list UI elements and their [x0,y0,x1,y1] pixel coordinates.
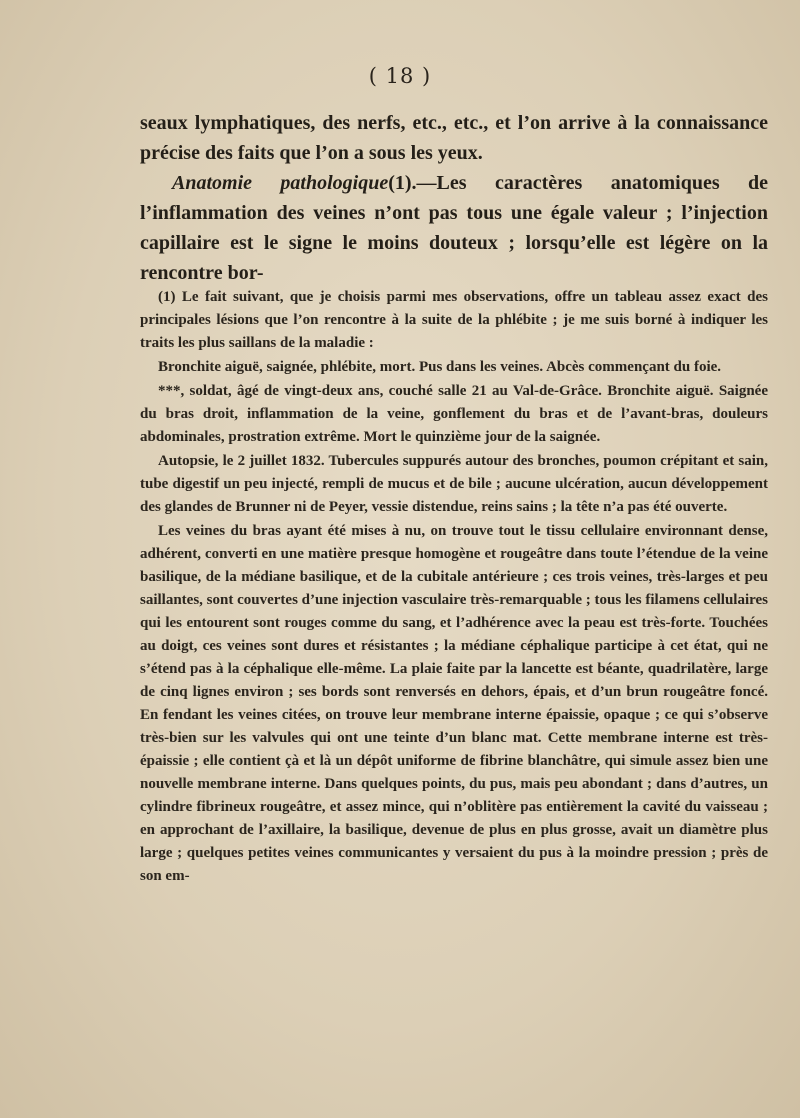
footnote-block [140,286,768,889]
case-history: ***, soldat, âgé de vingt-deux ans, couché salle 21 au Val-de-Grâce. Bronchite aiguë. Saignée du bras droit, inflammation de la veine, gonflement du bras et de l’avant-bras, douleurs abdominales, prostration extrême. Mort le quinzième jour de la saignée. [140,383,768,445]
section-title: Anatomie pathologique [172,172,389,194]
case-heading: Bronchite aiguë, saignée, phlébite, mort. Pus dans les veines. Abcès commençant du foie. [158,359,722,375]
main-paragraph-continuation: seaux lymphatiques, des nerfs, etc., etc., et l’on arrive à la connaissance précise des faits que l’on a sous les yeux. [140,112,768,164]
veins-paragraph: Les veines du bras ayant été mises à nu, on trouve tout le tissu cellulaire environnant dense, adhérent, converti en une matière presque homogène et rougeâtre dans toute l’étendue de la veine basilique, de la médiane basilique, et de la cubitale antérieure ; ces trois veines, très-larges et peu saillantes, sont couvertes d’une injection vasculaire très-remarquable ; tous les filamens cellulaires qui les entourent sont rouges comme du sang, et l’adhérence avec la peau est très-forte. Touchées au doigt, ces veines sont dures et résistantes ; la médiane céphalique participe à cet état, qui ne s’étend pas à la céphalique elle-même. La plaie faite par la lancette est béante, quadrilatère, large de cinq lignes environ ; ses bords sont renversés en dehors, épais, et d’un brun rougeâtre foncé. En fendant les veines citées, on trouve leur membrane interne épaissie, opaque ; ce qui s’observe très-bien sur les valvules qui ont une teinte d’un blanc mat. Cette membrane interne est très-épaissie ; elle contient çà et là un dépôt uniforme de fibrine blanchâtre, qui simule assez bien une nouvelle membrane interne. Dans quelques points, du pus, mais peu abondant ; dans d’autres, un cylindre fibrineux rougeâtre, et assez mince, qui n’oblitère pas entièrement la cavité du vaisseau ; en approchant de l’axillaire, la basilique, devenue de plus en plus grosse, avait un diamètre plus large ; quelques petites veines communicantes y versaient du pus à la moindre pression ; près de son em- [140,523,769,884]
page-number: ( 18 ) [368,64,432,88]
section-text: .—Les caractères anatomiques de l’inflammation des veines n’ont pas tous une égale valeur ; l’injection capillaire est le signe le moins douteux ; lorsqu’elle est légère on la rencontre bor- [140,172,769,284]
main-text-block [140,108,768,288]
anatomy-paragraph [140,168,768,288]
autopsy-paragraph: Autopsie, le 2 juillet 1832. Tubercules suppurés autour des bronches, poumon crépitant et sain, tube digestif un peu injecté, rempli de mucus et de bile ; aucune ulcération, aucun développement des glandes de Brunner ni de Peyer, vessie distendue, reins sains ; la tête n’a pas été ouverte. [140,453,768,515]
footnote-reference: (1) [388,172,412,194]
footnote-intro: (1) Le fait suivant, que je choisis parmi mes observations, offre un tableau assez exact des principales lésions que l’on rencontre à la suite de la phlébite ; je me suis borné à indiquer les traits les plus saillans de la maladie : [140,289,768,351]
